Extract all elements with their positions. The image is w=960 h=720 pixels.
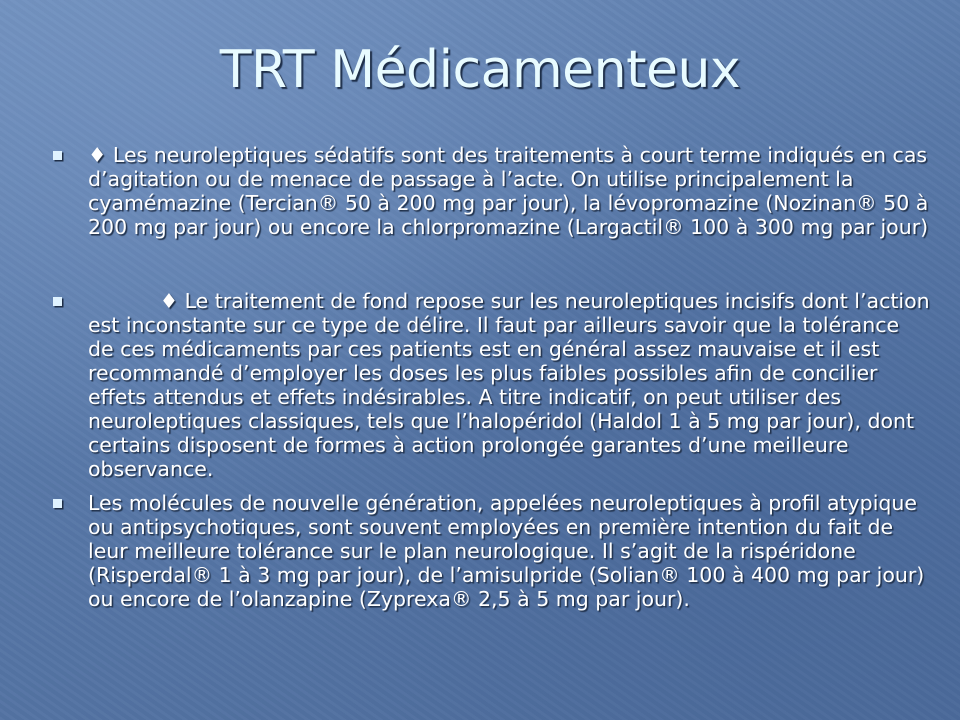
- square-bullet-icon: [53, 151, 62, 160]
- bullet-text: Les molécules de nouvelle génération, appelées neuroleptiques à profil atypique ou antipsychotiques, sont souvent employées en première intention du fait de leur meilleure tolérance sur le plan neurologique. Il s’agit de la rispéridone (Risperdal® 1 à 3 mg par jour), de l’amisulpride (Solian® 100 à 400 mg par jour) ou encore de l’olanzapine (Zyprexa® 2,5 à 5 mg par jour).: [88, 491, 931, 611]
- square-bullet-icon: [53, 297, 62, 306]
- slide-title: TRT Médicamenteux: [219, 40, 741, 100]
- bullet-item: [50, 289, 937, 481]
- bullet-item: [50, 143, 935, 239]
- bullet-text: ♦ Les neuroleptiques sédatifs sont des traitements à court terme indiqués en cas d’agitation ou de menace de passage à l’acte. On utilise principalement la cyamémazine (Tercian® 50 à 200 mg par jour), la lévopromazine (Nozinan® 50 à 200 mg par jour) ou encore la chlorpromazine (Largactil® 100 à 300 mg par jour): [88, 143, 935, 239]
- bullet-item: [50, 491, 930, 611]
- bullet-text: ♦ Le traitement de fond repose sur les neuroleptiques incisifs dont l’action est inconstante sur ce type de délire. Il faut par ailleurs savoir que la tolérance de ces médicaments par ces patients est en général assez mauvaise et il est recommandé d’employer les doses les plus faibles possibles afin de concilier effets attendus et effets indésirables. A titre indicatif, on peut utiliser des neuroleptiques classiques, tels que l’halopéridol (Haldol 1 à 5 mg par jour), dont certains disposent de formes à action prolongée garantes d’une meilleure observance.: [88, 289, 937, 481]
- square-bullet-icon: [53, 499, 62, 508]
- bullet-list: [50, 143, 937, 611]
